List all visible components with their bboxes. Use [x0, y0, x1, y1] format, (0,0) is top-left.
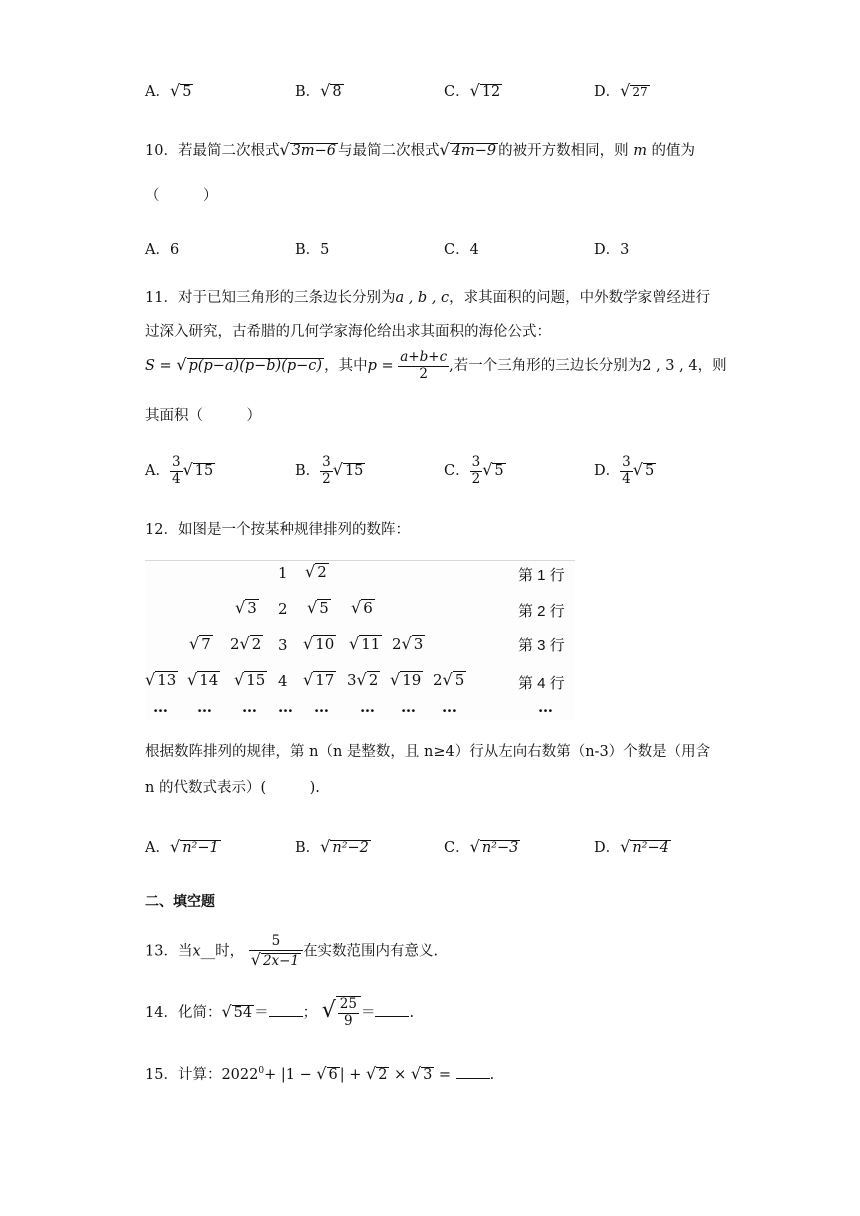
array-cell: √ 7	[189, 634, 211, 653]
q9-option-c: C．√ 12	[444, 81, 501, 100]
q12-option-d: D．√ n²−4	[594, 837, 669, 856]
q9-option-b: B．√ 8	[295, 81, 342, 100]
array-cell: √ 6	[351, 598, 373, 617]
answer-blank[interactable]	[269, 1004, 303, 1017]
q9-option-d: D．√ 27	[594, 81, 648, 100]
array-ellipsis: …	[278, 698, 293, 716]
q11-option-c: C． $\frac{3}{2}$ √ 5	[444, 454, 504, 487]
q10-option-b: B．5	[295, 242, 330, 258]
q10-answer-paren: （ ）	[145, 188, 218, 204]
array-cell: √ 5	[307, 598, 329, 617]
array-ellipsis: …	[153, 698, 168, 716]
q12-option-c: C．√ n²−3	[444, 837, 519, 856]
q11-option-b: B． $\frac{3}{2}$ √ 15	[295, 454, 364, 487]
q14-stem: 14．化简：√ 54 ＝ ； √ $\frac{25}{9}$ ＝ .	[145, 996, 415, 1029]
answer-blank[interactable]	[375, 1004, 409, 1017]
q11-p-fraction: $\frac{a+b+c}{2}$	[400, 349, 448, 382]
q15-stem: 15．计算：$2022^0+ |1$ − √ 6 | + √ 2 × √ 3 = .	[145, 1064, 495, 1083]
row-label: 第 4 行	[518, 675, 565, 692]
array-cell: √ 15	[234, 670, 266, 689]
q11-option-a: A． $\frac{3}{4}$ √ 15	[145, 454, 214, 487]
array-cell: 3√ 2	[347, 670, 379, 689]
row-label: 第 2 行	[518, 603, 565, 620]
q10-option-a: A．6	[145, 242, 180, 258]
q11-formula-line: S = √ p(p−a)(p−b)(p−c) ，其中p = $\frac{a+b+c}{2}$ ,若一个三角形的三边长分别为2 , 3 , 4，则	[145, 349, 727, 382]
array-cell: 2√ 2	[230, 634, 262, 653]
q11-line4: 其面积（ ）	[145, 408, 261, 424]
q12-option-a: A．√ n²−1	[145, 837, 219, 856]
array-ellipsis: …	[538, 698, 553, 716]
q11-option-d: D． $\frac{3}{4}$ √ 5	[594, 454, 655, 487]
array-cell: √ 11	[349, 634, 381, 653]
q13-stem: 13．当x__时， $\frac{5}{√ 2x-1}$ 在实数范围内有意义.	[145, 933, 439, 969]
q12-question-line1: 根据数阵排列的规律，第 n（n 是整数，且 n≥4）行从左向右数第（n-3）个数是（用含	[145, 744, 711, 760]
answer-blank[interactable]	[456, 1066, 490, 1079]
array-cell: √ 3	[235, 598, 257, 617]
array-ellipsis: …	[314, 698, 329, 716]
array-cell: √ 2	[305, 562, 327, 581]
array-cell: 2	[278, 600, 288, 618]
array-cell: √ 14	[187, 670, 219, 689]
q10-option-c: C．4	[444, 242, 479, 258]
q12-question-line2: n 的代数式表示）( ).	[145, 780, 320, 796]
q13-fraction: $\frac{5}{√ 2x-1}$	[249, 934, 303, 969]
array-cell: √ 13	[145, 670, 177, 689]
q12-intro: 12．如图是一个按某种规律排列的数阵：	[145, 522, 410, 538]
q12-option-b: B．√ n²−2	[295, 837, 369, 856]
row-label: 第 1 行	[518, 567, 565, 584]
q12-number-array-figure	[145, 560, 575, 720]
array-cell: √ 19	[390, 670, 422, 689]
array-ellipsis: …	[401, 698, 416, 716]
row-label: 第 3 行	[518, 637, 565, 654]
array-ellipsis: …	[442, 698, 457, 716]
q9-option-a: A．√ 5	[145, 81, 192, 100]
q10-option-d: D．3	[594, 242, 630, 258]
array-cell: 2√ 3	[392, 634, 424, 653]
array-cell: √ 10	[303, 634, 335, 653]
section-heading: 二、填空题	[145, 894, 215, 910]
array-cell: 2√ 5	[433, 670, 465, 689]
q11-line2: 过深入研究，古希腊的几何学家海伦给出求其面积的海伦公式：	[145, 324, 551, 340]
array-cell: 3	[278, 636, 288, 654]
q10-stem: 10．若最简二次根式√ 3m−6 与最简二次根式√ 4m−9 的被开方数相同，则 m 的值为	[145, 140, 696, 159]
array-cell: 1	[278, 564, 288, 582]
array-ellipsis: …	[242, 698, 257, 716]
array-cell: 4	[278, 672, 288, 690]
q11-line1: 11．对于已知三角形的三条边长分别为a , b , c，求其面积的问题，中外数学家曾经进行	[145, 290, 711, 306]
array-cell: √ 17	[303, 670, 335, 689]
array-ellipsis: …	[360, 698, 375, 716]
array-ellipsis: …	[197, 698, 212, 716]
